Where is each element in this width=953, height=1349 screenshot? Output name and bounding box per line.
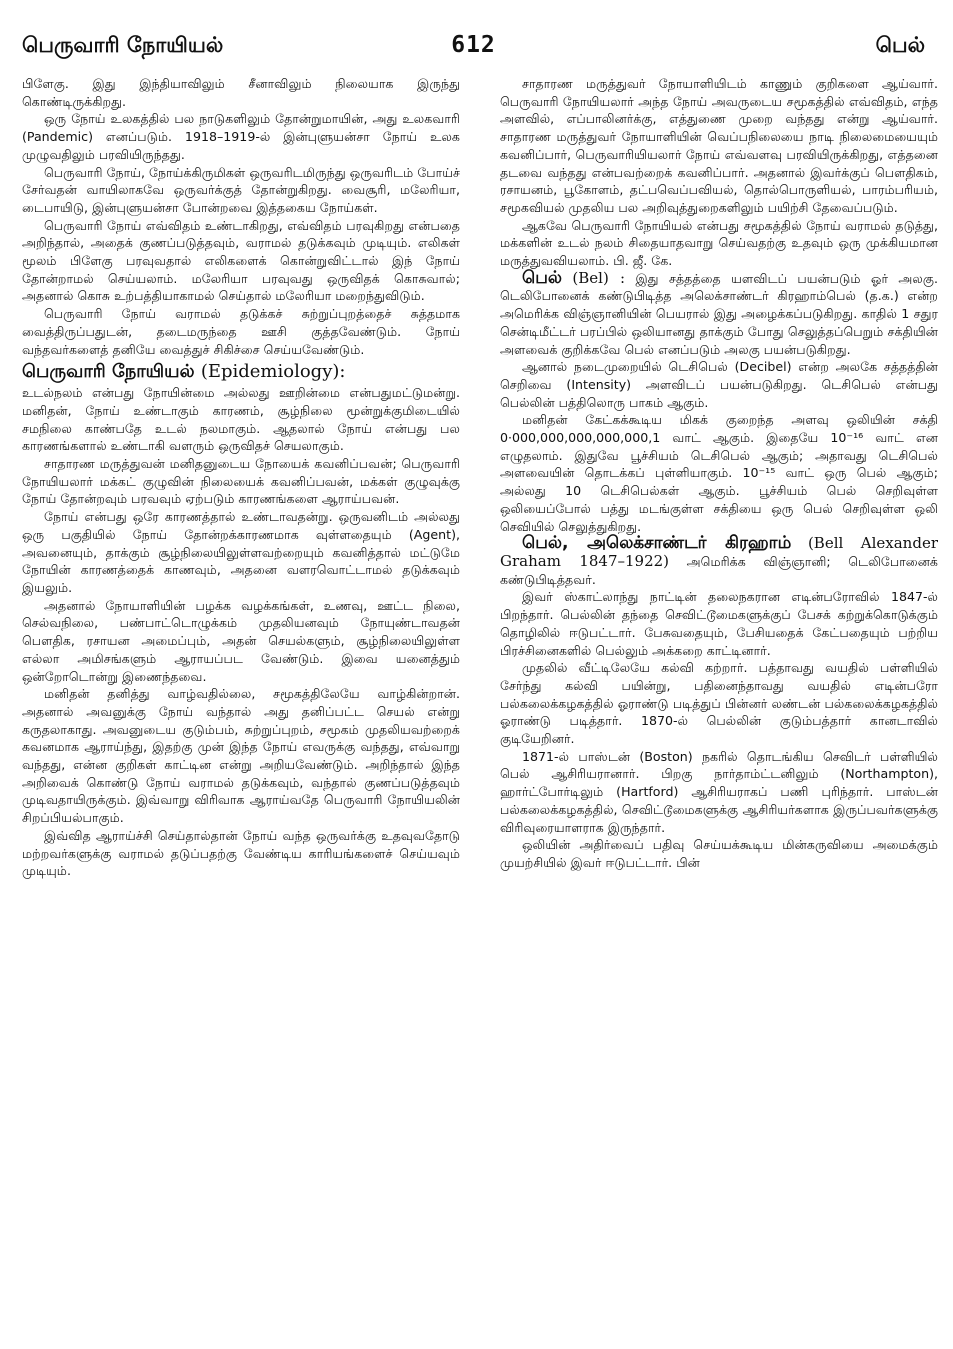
entry-heading: பெல் (522, 267, 562, 288)
entry-paragraph (500, 535, 938, 588)
paragraph: பெருவாரி நோய் எவ்விதம் உண்டாகிறது, எவ்விதம் பரவுகிறது என்பதை அறிந்தால், அதைக் குணப்படுத்தவும், வராமல் தடுக்கவும் முடியும். எலிகள் மூலம் பிளேகு பரவுவதால் எலிகளைக் கொன்றுவிட்டால் இந் நோய் தோன்றாமல் செய்யலாம். மலேரியா பரவுவது ஒருவிதக் கொசுவால்; அதனால் கொசு உற்பத்தியாகாமல் செய்தால் மலேரியா மறைந்துவிடும். (22, 217, 460, 304)
entry-heading: பெல், அலெக்சாண்டர் கிரஹாம் (522, 533, 792, 554)
paragraph: நோய் என்பது ஒரே காரணத்தால் உண்டாவதன்று. ஒருவனிடம் அல்லது ஒரு பகுதியில் நோய் தோன்றக்காரணமாக வுள்ளதையும் (Agent), அவனையும், தாக்கும் சூழ்நிலையிலுள்ளவற்றையும் கவனித்தால் மட்டுமே நோயின் காரணத்தைக் காணவும், அதனை வளரவொட்டாமல் தடுக்கவும் இயலும். (22, 509, 460, 595)
paragraph: மனிதன் தனித்து வாழ்வதில்லை, சமூகத்திலேயே வாழ்கின்றான். அதனால் அவனுக்கு நோய் வந்தால் அது தனிப்பட்ட செயல் என்று கருதலாகாது. அவனுடைய குடும்பம், சுற்றுப்புறம், சமூகம் முதலியவற்றைக் கவனமாக ஆராய்ந்து, இதற்கு முன் இந்த நோய் எவருக்கு வந்தது, எவ்வாறு வந்தது, என்ன குறிகள் காட்டின என்று அறியவேண்டும். அறிந்தால் இந்த அறிவைக் கொண்டு நோய் வராமல் தடுக்கவும், வந்தால் குணப்படுத்தவும் முடிவதாயிருக்கும். இவ்வாறு விரிவாக ஆராய்வதே பெருவாரி நோயியலின் சிறப்பியல்பாகும். (22, 686, 460, 826)
left-column (22, 75, 460, 1323)
page-number: 612 (451, 32, 496, 58)
paragraph: ஆகவே பெருவாரி நோயியல் என்பது சமூகத்தில் நோய் வராமல் தடுத்து, மக்களின் உடல் நலம் சிதையாதவாறு செய்வதற்கு உதவும் ஒரு முக்கியமான மருத்துவவியலாம். பி. ஜீ. கே. (500, 217, 938, 269)
paragraph: ஆனால் நடைமுறையில் டெசிபெல் (Decibel) என்ற அலகே சத்தத்தின் செறிவை (Intensity) அளவிடப் பயன்படுகிறது. டெசிபெல் என்பது பெல்லின் பத்திலொரு பாகம் ஆகும். (500, 359, 938, 410)
running-title: பெருவாரி நோயியல் (22, 33, 224, 57)
entry-paragraph (500, 267, 938, 359)
paragraph: சாதாரண மருத்துவன் மனிதனுடைய நோயைக் கவனிப்பவன்; பெருவாரி நோயியலார் மக்கட் குழுவின் நிலையைக் கவனிப்பவன், மக்கள் குழுவுக்கு நோய் தோன்றவும் பரவவும் ஏற்படும் காரணங்களை ஆராய்பவன். (22, 456, 460, 507)
paragraph: ஒரு நோய் உலகத்தில் பல நாடுகளிலும் தோன்றுமாயின், அது உலகவாரி (Pandemic) எனப்படும். 1918–1919-ல் இன்புளுயன்சா நோய் உலக முழுவதிலும் பரவியிருந்தது. (22, 111, 460, 162)
paragraph: மனிதன் கேட்கக்கூடிய மிகக் குறைந்த அளவு ஒலியின் சக்தி 0·000,000,000,000,000,1 வாட் ஆகும். இதையே 10⁻¹⁶ வாட் என எழுதலாம். இதுவே பூச்சியம் டெசிபெல் ஆகும்; அதாவது டெசிபெல் அளவையின் தொடக்கப் புள்ளியாகும். 10⁻¹⁵ வாட் ஒரு பெல் ஆகும்; அல்லது 10 டெசிபெல்கள் ஆகும். பூச்சியம் பெல் செறிவுள்ள ஒலியைப்போல் பத்து மடங்குள்ள சக்தியை ஒரு பெல் செறிவுள்ள ஒலி செவியில் செலுத்துகிறது. (500, 412, 938, 534)
right-column (500, 75, 938, 1339)
paragraph: இவர் ஸ்காட்லாந்து நாட்டின் தலைநகரான எடின்பரோவில் 1847-ல் பிறந்தார். பெல்லின் தந்தை செவிட்டூமைகளுக்குப் பேசக் கற்றுக்கொடுக்கும் தொழிலில் ஈடுபட்டார். பேசுவதையும், பேசியதைக் கேட்பதையும் பற்றிய பிரச்சினைகளில் பெல்லும் அக்கறை காட்டினார். (500, 589, 938, 658)
entry-text: அமெரிக்க விஞ்ஞானி; டெலிபோனைக் கண்டுபிடித்தவர். (500, 553, 938, 587)
paragraph: பெருவாரி நோய், நோய்க்கிருமிகள் ஒருவரிடமிருந்து ஒருவரிடம் போய்ச் சேர்வதன் வாயிலாகவே ஒருவர்க்குத் தோன்றுகிறது. வைசூரி, மலேரியா, டைபாயிடு, இன்புளுயன்சா போன்றவை இத்தகைய நோய்கள். (22, 164, 460, 215)
running-keyword: பெல் (875, 33, 925, 57)
paragraph: பெருவாரி நோய் வராமல் தடுக்கச் சுற்றுப்புறத்தைச் சுத்தமாக வைத்திருப்பதுடன், தடைமருந்தை ஊசி குத்தவேண்டும். நோய் வந்தவர்களைத் தனியே வைத்துச் சிகிச்சை செய்யவேண்டும். (22, 306, 460, 357)
entry-heading-latin: (Bel) : (572, 268, 626, 287)
paragraph: உடல்நலம் என்பது நோயின்மை அல்லது ஊறின்மை என்பதுமட்டுமன்று. மனிதன், நோய் உண்டாகும் காரணம், சூழ்நிலை மூன்றுக்குமிடையில் சமநிலை காண்பதே உடல் நலமாகும். ஆதலால் நோய் என்பது பல காரணங்களால் உண்டாகி வளரும் ஒருவிதச் செயலாகும். (22, 385, 460, 454)
entry-heading (22, 360, 460, 383)
entry-text: இது சத்தத்தை யளவிடப் பயன்படும் ஓர் அலகு. டெலிபோனைக் கண்டுபிடித்த அலெக்சாண்டர் கிரஹாம்பெல் (த.க.) என்ற அமெரிக்க விஞ்ஞானியின் பெயரால் இது அழைக்கப்படுகிறது. காதில் 1 சதுர சென்டிமீட்டர் பரப்பில் ஒலியானது தாக்கும் போது செலுத்தப்பெறும் சக்தியின் அளவைக் குறிக்கவே பெல் எனப்படும் அலகு பயன்படுகிறது. (500, 270, 938, 357)
paragraph: சாதாரண மருத்துவர் நோயாளியிடம் காணும் குறிகளை ஆய்வார். பெருவாரி நோயியலார் அந்த நோய் அவருடைய சமூகத்தில் எவ்விதம், எந்த அளவில், எப்பாலினர்க்கு, எத்துணை முறை வந்தது என்று ஆய்வார். சாதாரண மருத்துவர் நோயாளியின் வெப்பநிலையை நாடி நிலைமையையும் கவனிப்பார், பெருவாரியியலார் நோய் எவ்வளவு பரவியிருக்கிறது, எத்தனை தடவை வந்தது என்பவற்றைக் கவனிப்பார். அதனால் இவர்க்குப் பௌதிகம், ரசாயனம், பூகோளம், தட்பவெப்பவியல், தொல்பொருளியல், பாரம்பரியம், சமூகவியல் முதலிய பல அறிவுத்துறைகளிலும் பயிற்சி தேவைப்படும். (500, 76, 938, 215)
entry-heading-title: பெருவாரி நோயியல் (22, 361, 195, 383)
paragraph: அதனால் நோயாளியின் பழக்க வழக்கங்கள், உணவு, ஊட்ட நிலை, செல்வநிலை, பண்பாட்டொழுக்கம் முதலியனவும் நோயுண்டாவதன் பௌதிக, ரசாயன அமைப்பும், அதன் செயல்களும், சூழ்நிலையிலுள்ள எல்லா அமிசங்களும் ஆராயப்பட வேண்டும். இவை யனைத்தும் ஒன்றோடொன்று இணைந்தவை. (22, 597, 460, 684)
paragraph: பிளேகு. இது இந்தியாவிலும் சீனாவிலும் நிலையாக இருந்து கொண்டிருக்கிறது. (22, 76, 460, 109)
entry-heading-latin: (Bell Alexander Graham 1847–1922) (500, 534, 938, 570)
paragraph: இவ்வித ஆராய்ச்சி செய்தால்தான் நோய் வந்த ஒருவர்க்கு உதவுவதோடு மற்றவர்களுக்கு வராமல் தடுப்பதற்கு வேண்டிய காரியங்களைச் செய்யவும் முடியும். (22, 827, 460, 879)
paragraph: ஒலியின் அதிர்வைப் பதிவு செய்யக்கூடிய மின்கருவியை அமைக்கும் முயற்சியில் இவர் ஈடுபட்டார். பின் (500, 837, 938, 870)
page-header (22, 30, 925, 64)
entry-heading-latin: (Epidemiology): (200, 361, 346, 383)
paragraph: முதலில் வீட்டிலேயே கல்வி கற்றார். பத்தாவது வயதில் பள்ளியில் சேர்ந்து கல்வி பயின்று, பதினைந்தாவது வயதில் எடின்பரோ பல்கலைக்கழகத்தில் ஓராண்டு படித்துப் பின்னர் லண்டன் பல்கலைக்கழகத்தில் ஓராண்டு படித்தார். 1870-ல் பெல்லின் குடும்பத்தார் கானடாவில் குடியேறினர். (500, 660, 938, 747)
paragraph: 1871-ல் பாஸ்டன் (Boston) நகரில் தொடங்கிய செவிடர் பள்ளியில் பெல் ஆசிரியரானார். பிறகு நார்தாம்ட்டனிலும் (Northampton), ஹார்ட்போர்டிலும் (Hartford) ஆசிரியராகப் பணி புரிந்தார். பாஸ்டன் பல்கலைக்கழகத்தில், செவிட்டூமைகளுக்கு ஆசிரியர்களாக இருப்பவர்களுக்கு விரிவுரையாளராக இருந்தார். (500, 748, 938, 835)
